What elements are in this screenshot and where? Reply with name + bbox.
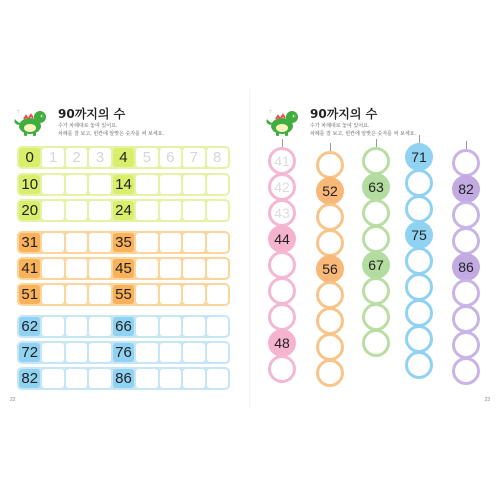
number-cell: 14 [113, 175, 134, 194]
blank-cell[interactable] [89, 201, 110, 220]
blank-cell[interactable] [42, 343, 63, 362]
blank-bead[interactable] [362, 147, 390, 175]
blank-cell[interactable] [66, 343, 87, 362]
number-bead: 52 [316, 177, 344, 205]
blank-cell[interactable] [160, 233, 181, 252]
blank-cell[interactable] [66, 285, 87, 304]
blank-cell[interactable] [183, 201, 204, 220]
number-cell: 35 [113, 233, 134, 252]
blank-cell[interactable] [136, 201, 157, 220]
blank-bead[interactable] [316, 203, 344, 231]
blank-cell[interactable] [42, 285, 63, 304]
left-page [0, 89, 248, 409]
blank-bead[interactable] [452, 201, 480, 229]
blank-bead[interactable] [452, 227, 480, 255]
blank-cell[interactable] [42, 317, 63, 336]
number-bead: 67 [362, 251, 390, 279]
blank-cell[interactable] [66, 233, 87, 252]
number-cell: 41 [19, 259, 40, 278]
number-row [17, 173, 230, 196]
blank-bead[interactable] [452, 331, 480, 359]
blank-cell[interactable] [183, 343, 204, 362]
blank-cell[interactable] [42, 175, 63, 194]
number-cell: 1 [42, 148, 63, 167]
number-cell: 51 [19, 285, 40, 304]
blank-cell[interactable] [183, 175, 204, 194]
blank-bead[interactable] [316, 359, 344, 387]
blank-bead[interactable] [268, 303, 296, 331]
blank-bead[interactable] [316, 281, 344, 309]
blank-cell[interactable] [160, 259, 181, 278]
book-spread [0, 89, 500, 409]
chain-string [466, 141, 467, 149]
blank-bead[interactable] [268, 355, 296, 383]
number-row [17, 283, 230, 306]
svg-text:+: + [268, 108, 274, 115]
blank-bead[interactable] [362, 303, 390, 331]
blank-cell[interactable] [160, 369, 181, 388]
blank-cell[interactable] [160, 317, 181, 336]
number-cell: 24 [113, 201, 134, 220]
blank-bead[interactable] [405, 247, 433, 275]
blank-cell[interactable] [42, 369, 63, 388]
blank-cell[interactable] [89, 259, 110, 278]
chain-string [282, 139, 283, 147]
blank-cell[interactable] [66, 201, 87, 220]
page-title: 90까지의 수 [310, 107, 378, 121]
blank-cell[interactable] [207, 343, 228, 362]
number-row [17, 367, 230, 390]
blank-bead[interactable] [268, 251, 296, 279]
number-bead: 48 [268, 329, 296, 357]
page-number: 22 [10, 397, 16, 403]
blank-cell[interactable] [207, 233, 228, 252]
number-cell: 45 [113, 259, 134, 278]
blank-cell[interactable] [42, 233, 63, 252]
blank-cell[interactable] [66, 259, 87, 278]
blank-cell[interactable] [89, 285, 110, 304]
blank-cell[interactable] [89, 343, 110, 362]
number-row [17, 341, 230, 364]
blank-bead[interactable] [452, 357, 480, 385]
number-row [17, 146, 230, 169]
blank-cell[interactable] [160, 343, 181, 362]
number-cell: 20 [19, 201, 40, 220]
chain-string [376, 139, 377, 147]
blank-bead[interactable] [268, 277, 296, 305]
number-cell: 7 [183, 148, 204, 167]
blank-cell[interactable] [136, 285, 157, 304]
blank-cell[interactable] [42, 201, 63, 220]
blank-cell[interactable] [89, 233, 110, 252]
blank-cell[interactable] [160, 201, 181, 220]
number-cell: 31 [19, 233, 40, 252]
blank-bead[interactable] [452, 149, 480, 177]
blank-bead[interactable] [405, 351, 433, 379]
number-row [17, 315, 230, 338]
blank-cell[interactable] [136, 317, 157, 336]
chain-string [330, 143, 331, 151]
blank-bead[interactable] [452, 279, 480, 307]
blank-bead[interactable] [316, 307, 344, 335]
number-bead: 82 [452, 175, 480, 203]
blank-cell[interactable] [66, 369, 87, 388]
number-cell: 86 [113, 369, 134, 388]
blank-cell[interactable] [183, 369, 204, 388]
number-bead: 43 [268, 199, 296, 227]
blank-cell[interactable] [207, 259, 228, 278]
blank-cell[interactable] [136, 343, 157, 362]
blank-cell[interactable] [160, 175, 181, 194]
blank-cell[interactable] [207, 201, 228, 220]
blank-cell[interactable] [136, 259, 157, 278]
blank-bead[interactable] [405, 273, 433, 301]
blank-cell[interactable] [207, 317, 228, 336]
number-cell: 82 [19, 369, 40, 388]
number-cell: 3 [89, 148, 110, 167]
blank-cell[interactable] [183, 285, 204, 304]
number-cell: 0 [19, 148, 40, 167]
number-bead: 86 [452, 253, 480, 281]
number-cell: 66 [113, 317, 134, 336]
blank-cell[interactable] [207, 175, 228, 194]
instruction-line-1: 수가 차례대로 놓여 있어요. [310, 123, 370, 129]
blank-bead[interactable] [316, 229, 344, 257]
blank-cell[interactable] [66, 175, 87, 194]
number-row [17, 257, 230, 280]
number-cell: 2 [66, 148, 87, 167]
instruction-line-2: 차례를 잘 보고, 빈칸에 알맞은 숫자를 써 보세요. [58, 131, 165, 137]
blank-bead[interactable] [405, 169, 433, 197]
right-page [252, 89, 500, 409]
blank-cell[interactable] [183, 317, 204, 336]
blank-bead[interactable] [316, 333, 344, 361]
blank-cell[interactable] [42, 259, 63, 278]
page-number: 23 [484, 397, 490, 403]
page-title: 90까지의 수 [58, 107, 126, 121]
blank-cell[interactable] [207, 369, 228, 388]
blank-cell[interactable] [89, 175, 110, 194]
number-cell: 4 [113, 148, 134, 167]
blank-bead[interactable] [452, 305, 480, 333]
svg-text:+: + [16, 108, 22, 115]
chain-string [419, 135, 420, 143]
instruction-line-1: 수가 차례대로 놓여 있어요. [58, 123, 118, 129]
blank-cell[interactable] [183, 233, 204, 252]
blank-bead[interactable] [362, 199, 390, 227]
blank-cell[interactable] [89, 317, 110, 336]
instruction-line-2: 차례를 잘 보고, 빈칸에 알맞은 숫자를 써 보세요. [310, 131, 417, 137]
blank-bead[interactable] [362, 277, 390, 305]
dinosaur-icon [12, 107, 48, 137]
blank-cell[interactable] [89, 369, 110, 388]
number-cell: 6 [160, 148, 181, 167]
blank-bead[interactable] [362, 329, 390, 357]
blank-cell[interactable] [183, 259, 204, 278]
number-bead: 56 [316, 255, 344, 283]
blank-bead[interactable] [405, 325, 433, 353]
blank-bead[interactable] [405, 195, 433, 223]
dinosaur-icon [264, 107, 300, 137]
number-cell: 62 [19, 317, 40, 336]
number-bead: 75 [405, 221, 433, 249]
blank-bead[interactable] [316, 151, 344, 179]
number-bead: 44 [268, 225, 296, 253]
blank-bead[interactable] [362, 225, 390, 253]
number-cell: 5 [136, 148, 157, 167]
blank-cell[interactable] [136, 175, 157, 194]
number-cell: 55 [113, 285, 134, 304]
number-cell: 8 [207, 148, 228, 167]
number-bead: 42 [268, 173, 296, 201]
blank-cell[interactable] [136, 233, 157, 252]
number-bead: 41 [268, 147, 296, 175]
blank-bead[interactable] [405, 299, 433, 327]
blank-cell[interactable] [207, 285, 228, 304]
number-cell: 10 [19, 175, 40, 194]
number-bead: 71 [405, 143, 433, 171]
number-cell: 72 [19, 343, 40, 362]
number-row [17, 199, 230, 222]
number-bead: 63 [362, 173, 390, 201]
blank-cell[interactable] [160, 285, 181, 304]
number-cell: 76 [113, 343, 134, 362]
blank-cell[interactable] [66, 317, 87, 336]
blank-cell[interactable] [136, 369, 157, 388]
number-row [17, 231, 230, 254]
